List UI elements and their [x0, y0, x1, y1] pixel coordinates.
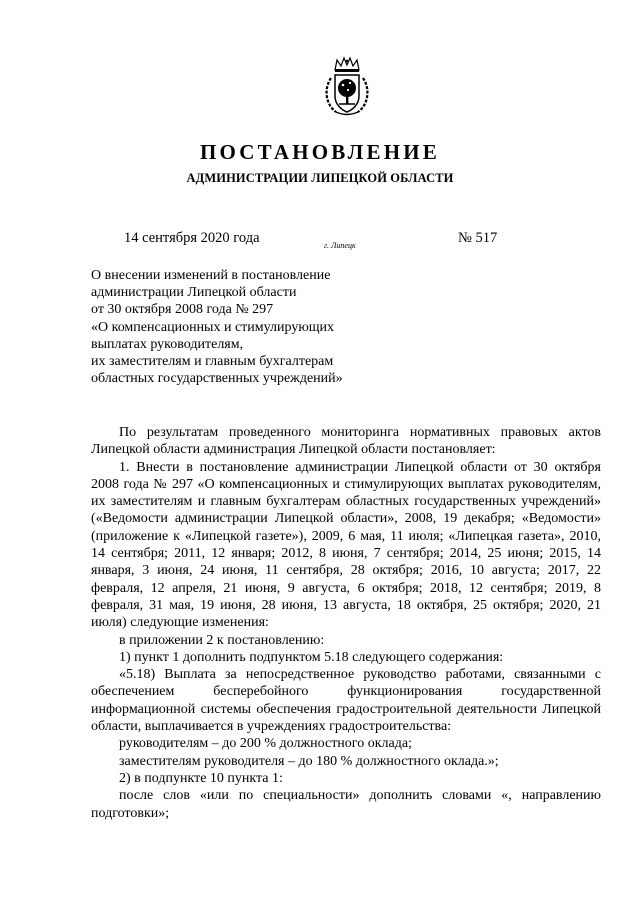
subject-line: О внесении изменений в постановление: [91, 268, 331, 283]
subject-line: выплатах руководителям,: [91, 336, 244, 352]
issuing-authority: АДМИНИСТРАЦИИ ЛИПЕЦКОЙ ОБЛАСТИ: [186, 171, 454, 185]
body-paragraph: заместителям руководителя – до 180 % должностного оклада.»;: [119, 753, 499, 769]
subject-line: областных государственных учреждений»: [91, 371, 343, 387]
body-paragraph: 2) в подпункте 10 пункта 1:: [119, 770, 283, 786]
body-paragraph: руководителям – до 200 % должностного оклада;: [119, 736, 412, 752]
body-paragraph: в приложении 2 к постановлению:: [119, 632, 325, 648]
coat-of-arms-icon: [322, 56, 372, 118]
body-paragraph: 1. Внести в постановление администрации Липецкой области от 30 октября 2008 года № 297 «О компенсационных и стимулирующих выплатах руководителям, их заместителям и главным бухгалтерам областных государственных учреждений» («Ведомости администрации Липецкой области», 2008, 19 декабря; «Ведомости» (приложение к «Липецкой газете»), 2009, 6 мая, 11 июля; «Липецкая газета», 2010, 14 сентября; 2011, 12 января; 2012, 8 июня, 7 сентября; 2014, 25 июня; 2015, 14 января, 3 июня, 24 июня, 11 сентября, 28 октября; 2016, 10 августа; 2017, 22 февраля, 12 апреля, 21 июня, 9 августа, 6 октября; 2018, 12 сентября; 2019, 8 февраля, 31 мая, 19 июня, 28 июня, 13 августа, 18 октября, 25 октября; 2020, 21 июля) следующие изменения:: [91, 459, 601, 631]
subject-line: администрации Липецкой области: [91, 285, 297, 301]
document-date: 14 сентября 2020 года: [124, 230, 260, 246]
document-number: № 517: [458, 230, 498, 246]
subject-line: «О компенсационных и стимулирующих: [91, 319, 335, 335]
subject-line: их заместителям и главным бухгалтерам: [91, 354, 334, 370]
body-paragraph: «5.18) Выплата за непосредственное руководство работами, связанными с обеспечением бесперебойного функционирования государственной информационной системы обеспечения градостроительной деятельности Липецкой области, выплачивается в учреждениях градостроительства:: [91, 667, 601, 735]
document-city: г. Липецк: [324, 241, 356, 250]
document-title: ПОСТАНОВЛЕНИЕ: [199, 140, 441, 164]
body-paragraph: По результатам проведенного мониторинга нормативных правовых актов Липецкой области администрация Липецкой области постановляет:: [91, 425, 601, 458]
document-subject: [91, 267, 343, 387]
body-paragraph: после слов «или по специальности» дополнить словами «, направлению подготовки»;: [91, 788, 601, 821]
subject-line: от 30 октября 2008 года № 297: [91, 302, 274, 318]
body-paragraph: 1) пункт 1 дополнить подпунктом 5.18 следующего содержания:: [119, 649, 504, 665]
document-body: [91, 424, 601, 822]
